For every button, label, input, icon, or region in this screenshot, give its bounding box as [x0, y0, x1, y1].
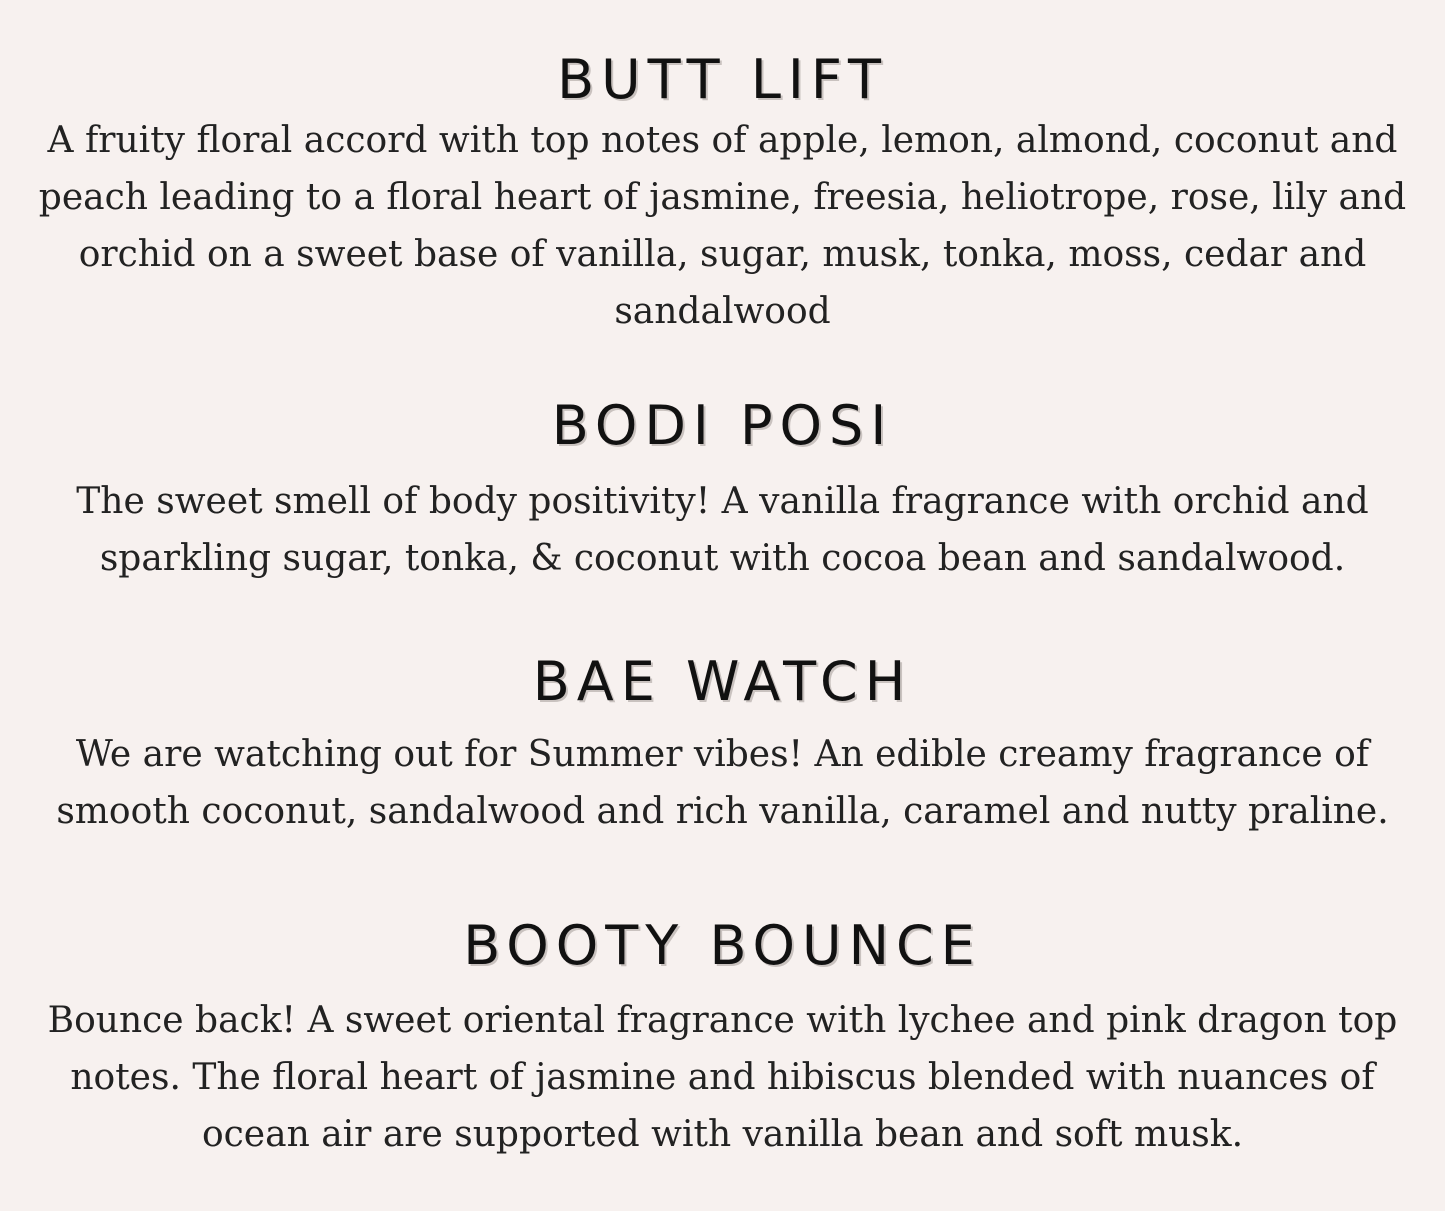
- product-title: BODI POSI: [551, 394, 894, 457]
- product-title: BOOTY BOUNCE: [463, 914, 982, 977]
- product-title: BAE WATCH: [532, 650, 913, 713]
- product-section-butt-lift: [0, 48, 1445, 340]
- product-section-bae-watch: [0, 650, 1445, 840]
- product-description: A fruity floral accord with top notes of apple, lemon, almond, coconut and peach leading to a floral heart of jasmine, freesia, heliotrope, rose, lily and orchid on a sweet base of vanilla, sugar, musk, tonka, moss, cedar and sandalwood: [38, 120, 1407, 332]
- product-description: Bounce back! A sweet oriental fragrance with lychee and pink dragon top notes. The floral heart of jasmine and hibiscus blended with nuances of ocean air are supported with vanilla bean and soft musk.: [47, 1000, 1398, 1155]
- product-description: The sweet smell of body positivity! A vanilla fragrance with orchid and sparkling sugar, tonka, & coconut with cocoa bean and sandalwood.: [76, 481, 1369, 579]
- product-title: BUTT LIFT: [557, 48, 888, 111]
- product-section-bodi-posi: [0, 394, 1445, 587]
- product-description: We are watching out for Summer vibes! An edible creamy fragrance of smooth coconut, sandalwood and rich vanilla, caramel and nutty praline.: [56, 734, 1389, 832]
- product-section-booty-bounce: [0, 914, 1445, 1163]
